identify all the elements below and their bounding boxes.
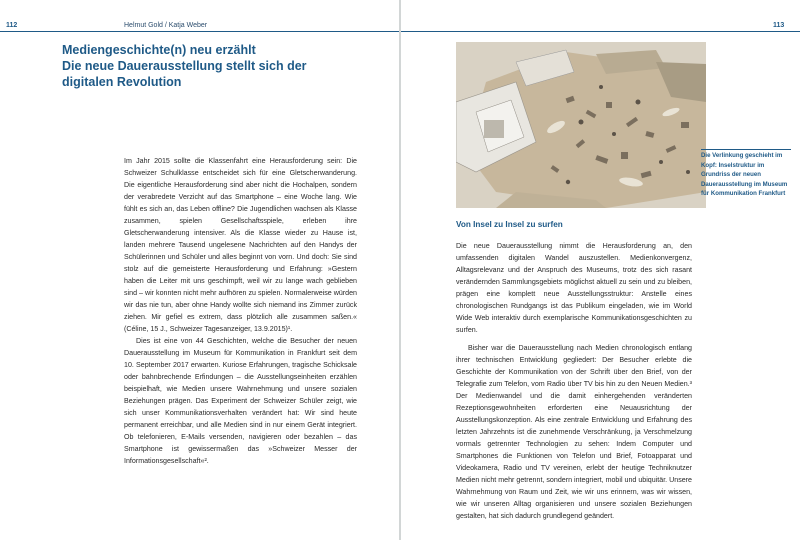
headline-line-3: digitalen Revolution [62, 75, 182, 89]
paragraph: Dies ist eine von 44 Geschichten, welche die Besucher der neuen Dauerausstellung im Museum für Kommunikation in Frankfurt seit dem 10. September 2017 erwarten. Kuriose Erfahrungen, tragische Schicksale oder bahnbrechende Erfindungen – die Ausstellungseinheiten erzählen beispielhaft, wie Medien unsere Wahrnehmung und unsere sozialen Beziehungen prägen. Das Experiment der Schweizer Schüler zeigt, wie sich unser Kommunikationsverhalten verändert hat: Wir sind heute permanent erreichbar, und alle Medien sind in nur einem Gerät integriert. Ob telefonieren, E-Mails versenden, navigieren oder bezahlen – das Smartphone ist gewissermaßen das »Schweizer Messer der Informationsgesellschaft«². [124, 337, 357, 465]
page-number: 112 [6, 22, 18, 29]
floorplan-drawing [456, 42, 706, 208]
paragraph: Die neue Dauerausstellung nimmt die Herausforderung an, den umfassenden digitalen Wandel auszustellen. Medienkonvergenz, Alltagsrelevanz und der Anspruch des Museums, trotz des sich rasant verändernden Sammlungsgebiets möglichst aktuell zu sein und zu bleiben, prägen eine komplett neue Ausstellungsstruktur: Anstelle eines chronologischen Rundgangs ist das Publikum eingeladen, wie im World Wide Web interaktiv durch exemplarische Kommunikationsgeschichten zu surfen. [456, 242, 692, 334]
section-heading: Von Insel zu Insel zu surfen [456, 220, 563, 229]
top-rule [0, 31, 399, 32]
paragraph: Im Jahr 2015 sollte die Klassenfahrt eine Herausforderung sein: Die Schweizer Schulklasse entscheidet sich für eine Gletscherwanderung. Die eigentliche Herausforderung sind aber nicht die Hochalpen, sondern der verabredete Verzicht auf das Smartphone – eine Woche lang. Wie fühlt es sich an, das Leben offline? Die Jugendlichen wachsen als Klasse zusammen, spielen Gesellschaftsspiele, erleben ihre Gletscherwanderung intensiver. Als die Klasse wieder zu Hause ist, landen mehrere Tausend ungelesene Nachrichten auf den Handys der Schülerinnen und Schüler und alles beginnt von vorn. Und doch: Sie sind stolz auf die gemeisterte Herausforderung und Erfahrung: »Gestern haben die Leiter mit uns geschimpft, weil wir zu lange wach geblieben sind – wir konnten nicht mehr aufhören zu spielen. Normalerweise würden wir das nie tun, aber ohne Handy wollte sich niemand ins Zimmer zurück ziehen. Mir gefiel es extrem, dass plötzlich alle zusammen saßen.« (Céline, 15 J., Schweizer Tagesanzeiger, 13.9.2015)¹. [124, 157, 357, 333]
left-page [0, 0, 399, 540]
floorplan-illustration [456, 42, 706, 208]
figure-caption: Die Verlinkung geschieht im Kopf: Inselstruktur im Grundriss der neuen Dauerausstellung im Museum für Kommunikation Frankfurt [701, 152, 788, 197]
running-head: Helmut Gold / Katja Weber [124, 22, 208, 29]
caption-rule [701, 149, 791, 150]
top-rule [401, 31, 800, 32]
headline-line-1: Mediengeschichte(n) neu erzählt [62, 43, 256, 57]
article-headline [62, 42, 362, 90]
page-number: 113 [773, 22, 785, 29]
right-body-text [456, 240, 692, 522]
headline-line-2: Die neue Dauerausstellung stellt sich der [62, 59, 307, 73]
left-body-text [124, 155, 357, 467]
right-page [401, 0, 800, 540]
paragraph: Bisher war die Dauerausstellung nach Medien chronologisch entlang ihrer technischen Entwicklung gegliedert: Der Besucher erlebte die Geschichte der Kommunikation von der Schrift über den Brief, von der Telegrafie zum Telefon, vom Radio über TV bis hin zu den Neuen Medien.³ Der Medienwandel und die damit einhergehenden veränderten Rezeptionsgewohnheiten erforderten eine Neuausrichtung der Ausstellungskonzeption. Als eine zentrale Entwicklung und Erfahrung des letzten Jahrzehnts ist die zunehmende Verschränkung, ja Verschmelzung vormals getrennter Technologien zu sehen: Indem Computer und Smartphones die Funktionen von Telefon und Brief, Fotoapparat und Videokamera, Radio und TV vereinen, erlebt der heutige Techniknutzer Medien nicht mehr getrennt, sondern integriert, mobil und ubiquitär. Unsere Wahrnehmung von Raum und Zeit, wie wir uns erinnern, was wir wissen, wie wir unseren Alltag organisieren und unsere sozialen Beziehungen gestalten, hat sich dadurch grundlegend geändert. [456, 344, 692, 520]
